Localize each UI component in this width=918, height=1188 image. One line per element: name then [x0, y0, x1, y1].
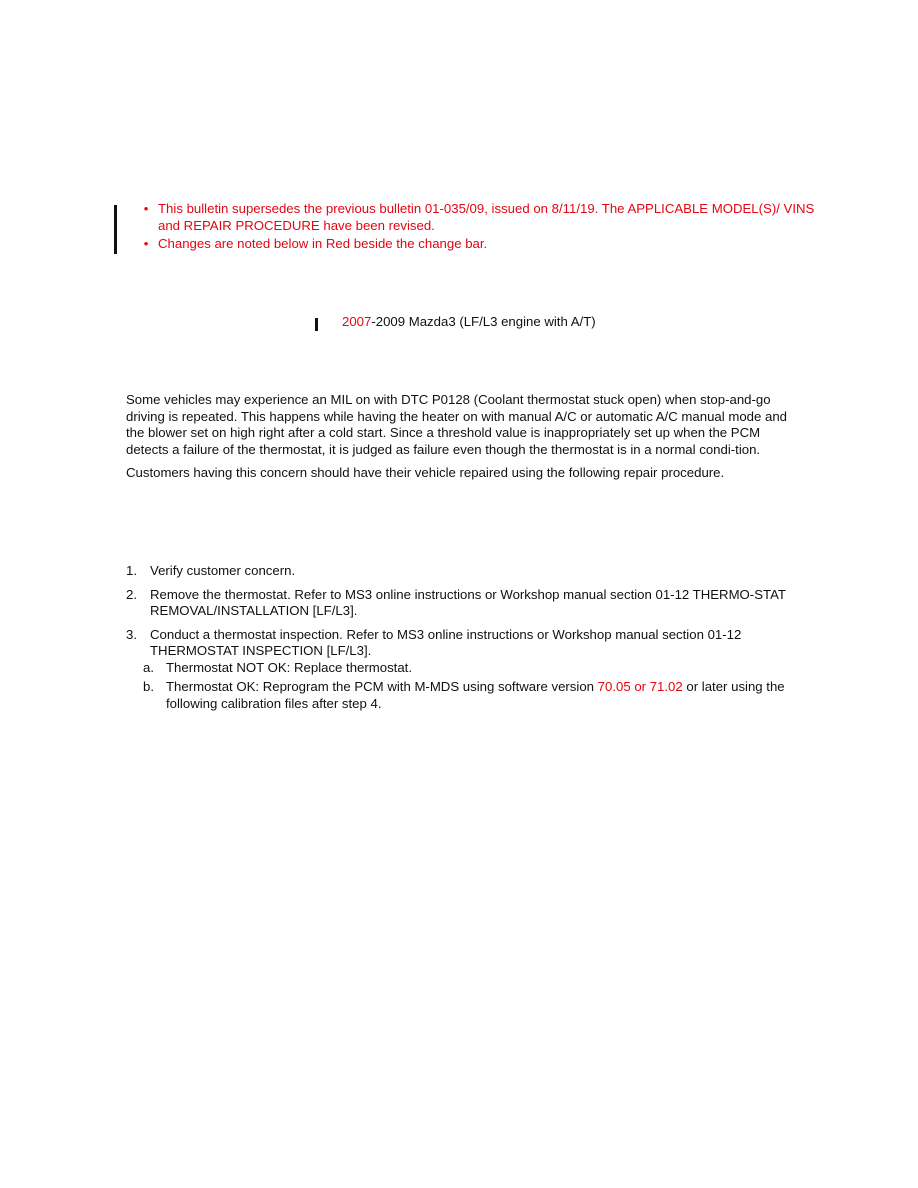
step-number: 3. [126, 626, 137, 642]
step-text: Remove the thermostat. Refer to MS3 online instructions or Workshop manual section 01-12 THERMO-STAT REMOVAL/INSTALLATION [LF/L3]. [150, 586, 786, 618]
change-notice-item [140, 201, 820, 234]
procedure-step [126, 587, 792, 620]
applicable-models [342, 314, 596, 331]
change-notice-text: Changes are noted below in Red beside the change bar. [158, 236, 488, 251]
software-version: 70.05 or 71.02 [597, 679, 683, 694]
step-text: Conduct a thermostat inspection. Refer to MS3 online instructions or Workshop manual section 01-12 THERMOSTAT INSPECTION [LF/L3]. [150, 626, 742, 658]
substep-text: Thermostat OK: Reprogram the PCM with M-MDS using software version [166, 679, 598, 694]
substep-letter: b. [143, 679, 154, 694]
model-year-start: 2007 [342, 314, 372, 329]
substep-letter: a. [143, 659, 154, 675]
description-paragraph: Some vehicles may experience an MIL on with DTC P0128 (Coolant thermostat stuck open) when stop-and-go driving is repeated. This happens while having the heater on with manual A/C or automatic A/C manual mode and the blower set on high right after a cold start. Since a threshold value is inappropriately set up when the PCM detects a failure of the thermostat, it is judged as failure even though the thermostat is in a normal condi-tion. [126, 392, 787, 457]
change-notice-text: This bulletin supersedes the previous bulletin 01-035/09, issued on 8/11/19. The APPLICABLE MODEL(S)/ VINS and REPAIR PROCEDURE have been revised. [158, 201, 815, 233]
substep-text: or later using the following calibration files after step 4. [166, 679, 785, 711]
model-description: -2009 Mazda3 (LF/L3 engine with A/T) [371, 314, 596, 329]
step-number: 1. [126, 563, 137, 578]
description-section [126, 392, 792, 489]
procedure-step [126, 563, 792, 580]
substep-item [126, 679, 792, 712]
change-notice-item [140, 236, 820, 253]
bullet-icon: • [143, 236, 149, 251]
substep-item [126, 660, 792, 677]
bullet-icon: • [143, 201, 149, 216]
procedure-step [126, 627, 792, 713]
substep-list [143, 659, 792, 713]
change-bar [315, 318, 318, 331]
repair-procedure-list [126, 563, 792, 719]
change-bar [114, 205, 117, 254]
description-paragraph: Customers having this concern should have their vehicle repaired using the following repair procedure. [126, 465, 725, 480]
step-number: 2. [126, 586, 137, 602]
substep-text: Thermostat NOT OK: Replace thermostat. [166, 659, 413, 675]
step-text: Verify customer concern. [150, 563, 296, 578]
change-notice-list [140, 201, 820, 255]
